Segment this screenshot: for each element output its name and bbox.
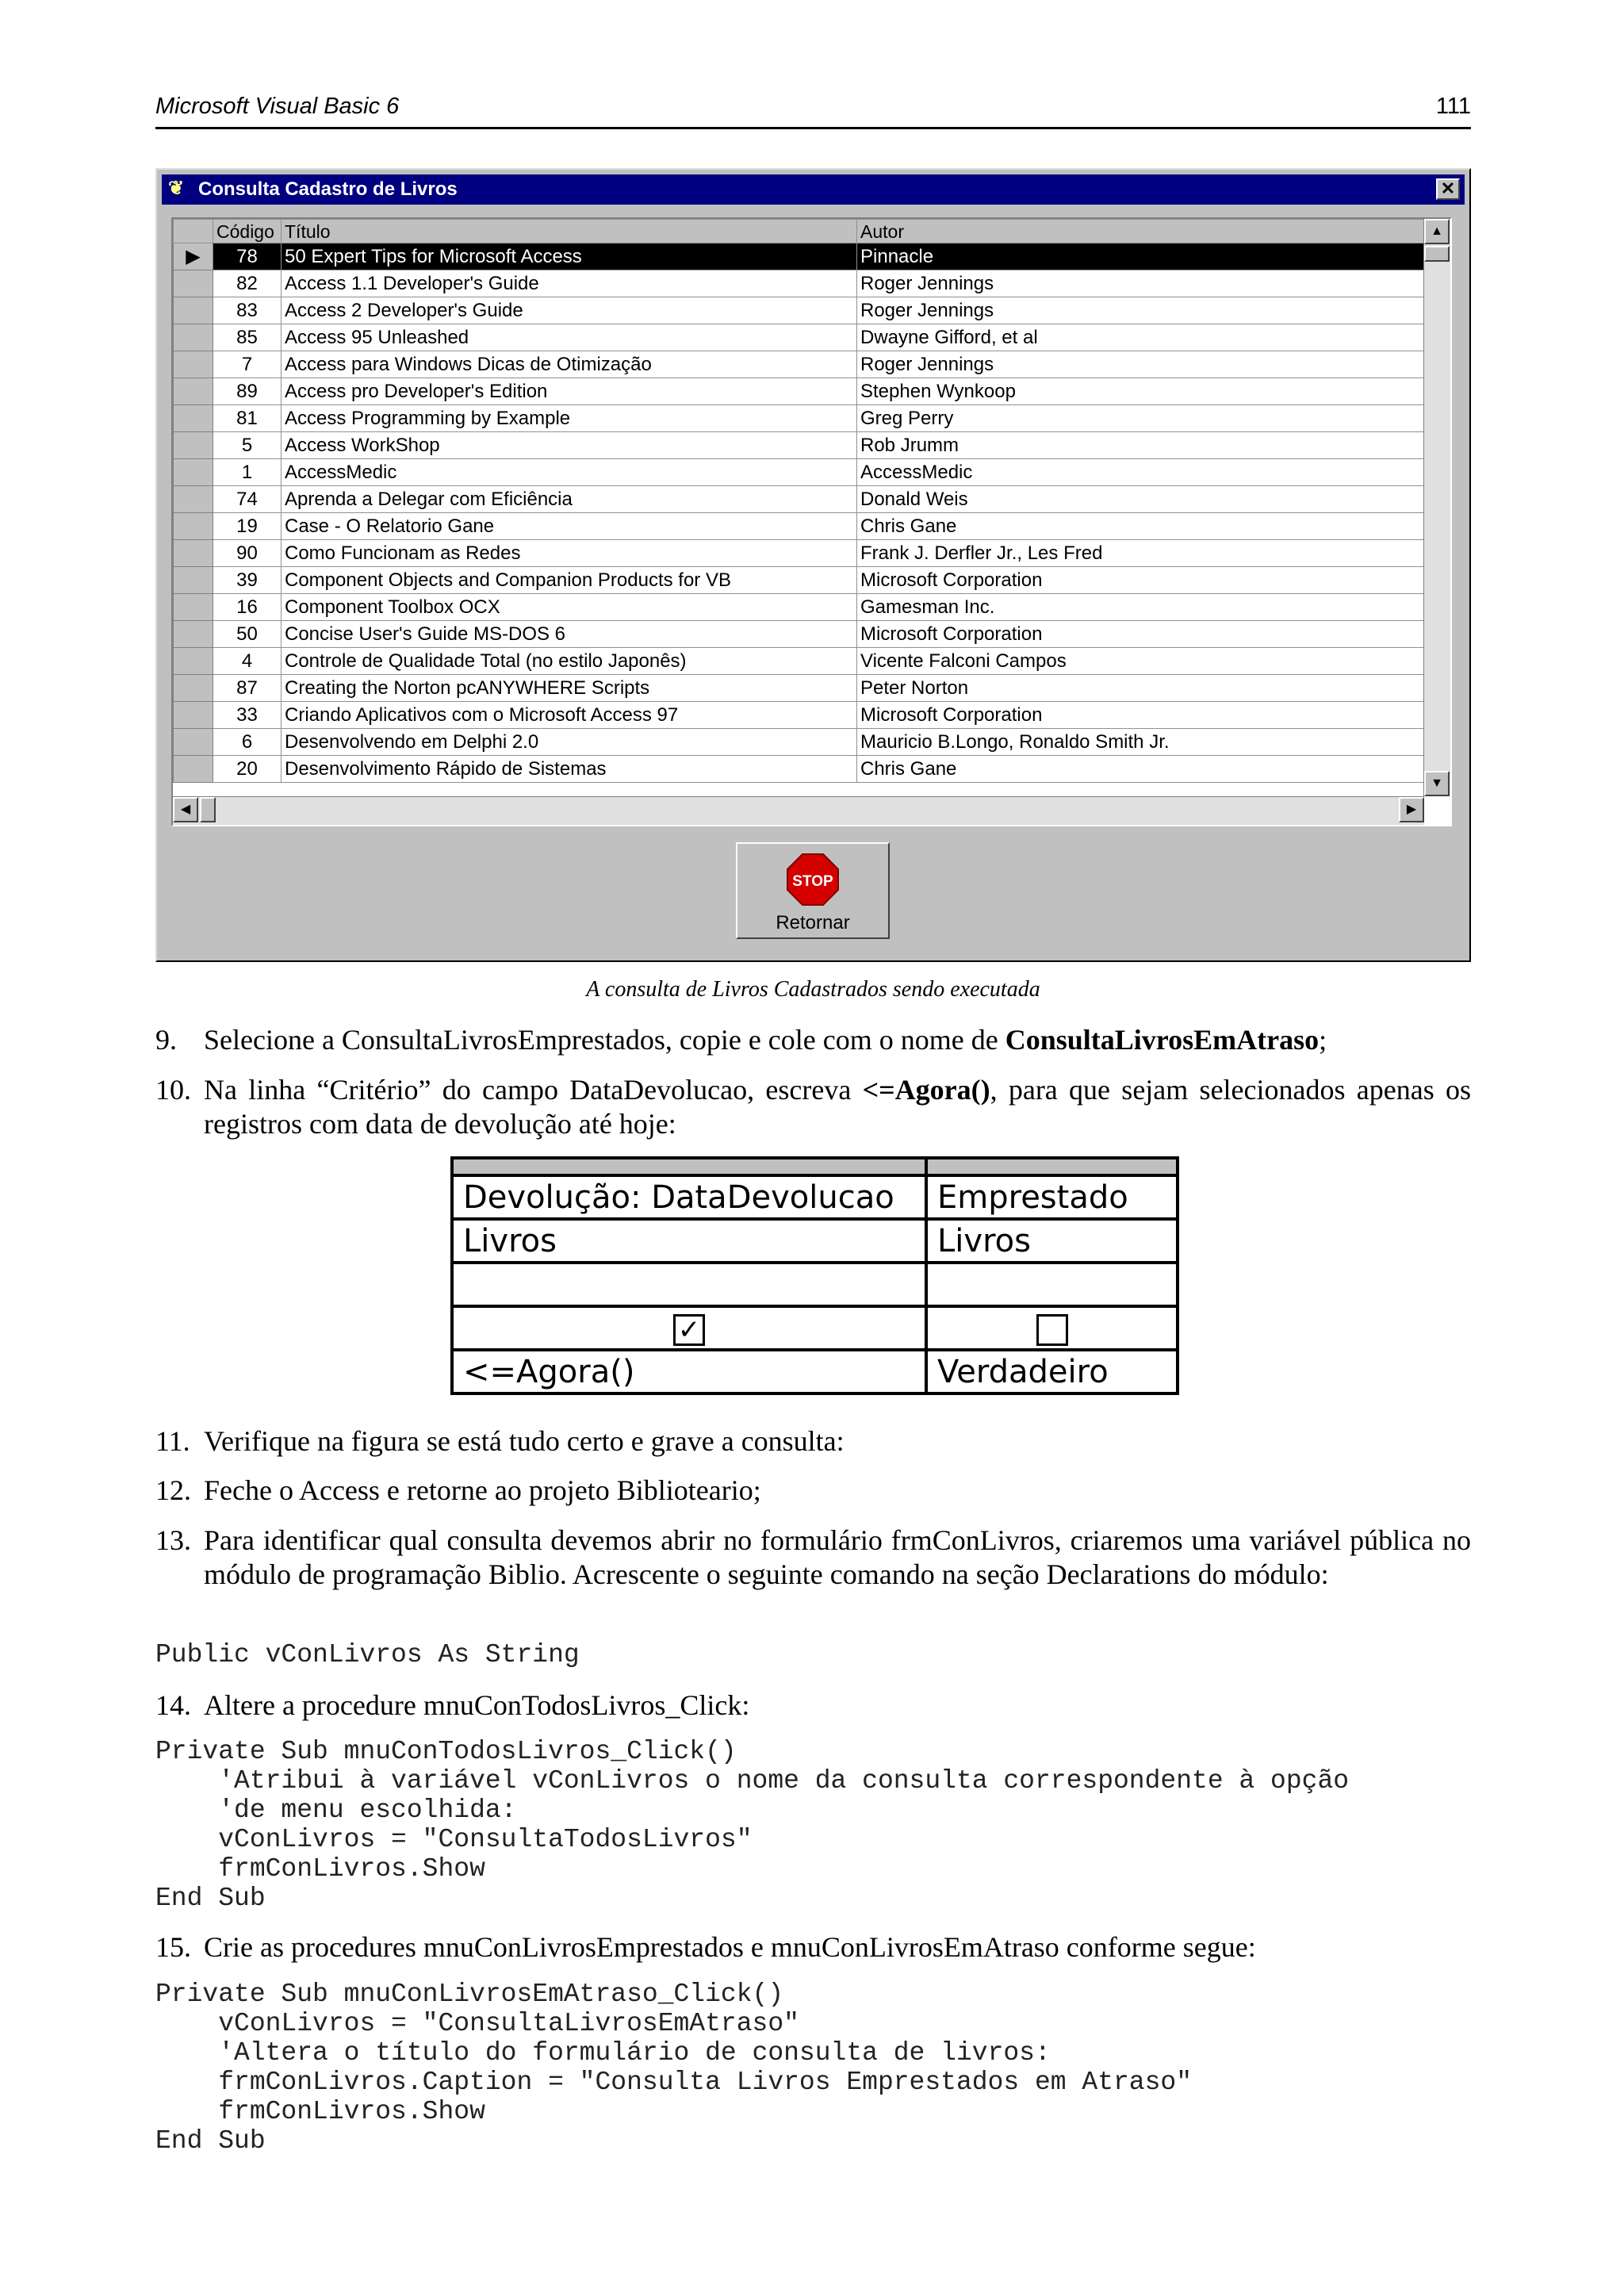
cell-autor[interactable]: Greg Perry [857,405,1425,432]
table-row[interactable] [174,378,1425,405]
header-rule [155,127,1471,129]
row-selector[interactable] [174,405,213,432]
cell-titulo[interactable]: Component Toolbox OCX [282,594,857,621]
row-selector[interactable] [174,297,213,324]
cell-codigo[interactable]: 89 [213,378,282,405]
sort-cell-1[interactable] [452,1263,926,1306]
cell-autor[interactable]: Microsoft Corporation [857,702,1425,729]
cell-autor[interactable]: AccessMedic [857,459,1425,486]
cell-codigo[interactable]: 6 [213,729,282,756]
cell-codigo[interactable]: 74 [213,486,282,513]
cell-autor[interactable]: Donald Weis [857,486,1425,513]
cell-codigo[interactable]: 78 [213,243,282,270]
row-selector[interactable] [174,378,213,405]
cell-titulo[interactable]: Case - O Relatorio Gane [282,513,857,540]
cell-autor[interactable]: Mauricio B.Longo, Ronaldo Smith Jr. [857,729,1425,756]
criteria-cell-1[interactable]: <=Agora() [452,1350,926,1393]
row-selector[interactable] [174,756,213,783]
current-row-pointer-icon[interactable]: ▶ [174,243,213,270]
table-row[interactable] [174,486,1425,513]
show-checkbox-unchecked[interactable] [1036,1314,1068,1346]
cell-autor[interactable]: Microsoft Corporation [857,567,1425,594]
cell-autor[interactable]: Microsoft Corporation [857,621,1425,648]
step-14: 14. Altere a procedure mnuConTodosLivros_Click: [155,1689,750,1721]
table-row[interactable] [174,459,1425,486]
stop-sign-icon [787,853,839,906]
row-selector[interactable] [174,594,213,621]
cell-titulo[interactable]: Access para Windows Dicas de Otimização [282,351,857,378]
table-cell-livros-1[interactable]: Livros [452,1219,926,1263]
cell-autor[interactable]: Pinnacle [857,243,1425,270]
grid-header-row [174,220,1425,243]
cell-titulo[interactable]: Access 1.1 Developer's Guide [282,270,857,297]
step-15: 15. Crie as procedures mnuConLivrosEmprestados e mnuConLivrosEmAtraso conforme segue: [155,1931,1256,1963]
row-selector[interactable] [174,567,213,594]
cell-codigo[interactable]: 90 [213,540,282,567]
cell-titulo[interactable]: Criando Aplicativos com o Microsoft Access 97 [282,702,857,729]
cell-codigo[interactable]: 33 [213,702,282,729]
scroll-up-icon[interactable]: ▲ [1424,219,1450,244]
cell-titulo[interactable]: 50 Expert Tips for Microsoft Access [282,243,857,270]
cell-autor[interactable]: Stephen Wynkoop [857,378,1425,405]
cell-codigo[interactable]: 7 [213,351,282,378]
cell-titulo[interactable]: Desenvolvendo em Delphi 2.0 [282,729,857,756]
cell-codigo[interactable]: 87 [213,675,282,702]
running-header-title: Microsoft Visual Basic 6 [155,94,400,119]
column-header-autor[interactable]: Autor [857,220,1425,243]
vertical-scrollbar[interactable] [1423,219,1450,796]
sort-cell-2[interactable] [926,1263,1178,1306]
retornar-label: Retornar [776,912,850,933]
row-selector[interactable] [174,324,213,351]
code-block-14: Private Sub mnuConTodosLivros_Click() 'Atribui à variável vConLivros o nome da consulta correspondente à opção 'de menu escolhida: vConLivros = "ConsultaTodosLivros" frmConLivros.Show End Sub [155,1737,1350,1913]
cell-titulo[interactable]: Como Funcionam as Redes [282,540,857,567]
row-selector[interactable] [174,513,213,540]
column-header-titulo[interactable]: Título [282,220,857,243]
table-row[interactable] [174,270,1425,297]
table-row[interactable] [174,540,1425,567]
table-row[interactable] [174,594,1425,621]
row-selector[interactable] [174,621,213,648]
table-cell-livros-2[interactable]: Livros [926,1219,1178,1263]
table-row[interactable] [174,729,1425,756]
cell-codigo[interactable]: 1 [213,459,282,486]
cell-codigo[interactable]: 50 [213,621,282,648]
cell-autor[interactable]: Chris Gane [857,756,1425,783]
step-10: 10. Na linha “Critério” do campo DataDevolucao, escreva <=Agora(), para que sejam selecionados apenas os registros com data de devolução até hoje: [155,1074,1471,1140]
cell-autor[interactable]: Vicente Falconi Campos [857,648,1425,675]
cell-titulo[interactable]: AccessMedic [282,459,857,486]
scroll-right-icon[interactable]: ▶ [1399,797,1424,822]
code-block-15: Private Sub mnuConLivrosEmAtraso_Click() vConLivros = "ConsultaLivrosEmAtraso" 'Altera o título do formulário de consulta de livros: frmConLivros.Caption = "Consulta Livros Emprestados em Atraso" frmConLivros.Show End Sub [155,1980,1193,2156]
row-selector[interactable] [174,459,213,486]
table-row[interactable] [174,243,1425,270]
row-selector[interactable] [174,540,213,567]
scroll-left-icon[interactable]: ◀ [173,797,198,822]
cell-codigo[interactable]: 5 [213,432,282,459]
cell-titulo[interactable]: Access 95 Unleashed [282,324,857,351]
figure-caption: A consulta de Livros Cadastrados sendo executada [586,977,1040,1002]
cell-autor[interactable]: Roger Jennings [857,351,1425,378]
row-selector-header [174,220,213,243]
query-design-grid [450,1156,1176,1409]
cell-titulo[interactable]: Aprenda a Delegar com Eficiência [282,486,857,513]
cell-titulo[interactable]: Access pro Developer's Edition [282,378,857,405]
cell-autor[interactable]: Roger Jennings [857,297,1425,324]
step-12: 12. Feche o Access e retorne ao projeto Biblioteario; [155,1474,761,1506]
cell-autor[interactable]: Roger Jennings [857,270,1425,297]
table-row[interactable] [174,297,1425,324]
cell-autor[interactable]: Rob Jrumm [857,432,1425,459]
show-checkbox-checked[interactable]: ✓ [673,1314,705,1346]
cell-titulo[interactable]: Controle de Qualidade Total (no estilo Japonês) [282,648,857,675]
cell-autor[interactable]: Chris Gane [857,513,1425,540]
row-selector[interactable] [174,486,213,513]
scroll-down-icon[interactable]: ▼ [1424,771,1450,796]
table-row[interactable] [174,567,1425,594]
table-row[interactable] [174,675,1425,702]
cell-titulo[interactable]: Access WorkShop [282,432,857,459]
page-number: 111 [1435,94,1471,119]
row-selector[interactable] [174,729,213,756]
cell-codigo[interactable]: 39 [213,567,282,594]
cell-titulo[interactable]: Desenvolvimento Rápido de Sistemas [282,756,857,783]
step-13: 13. Para identificar qual consulta devemos abrir no formulário frmConLivros, criaremos uma variável pública no módulo de programação Biblio. Acrescente o seguinte comando na seção Declarations do módulo: [155,1524,1471,1590]
cell-autor[interactable]: Gamesman Inc. [857,594,1425,621]
book-form-icon: ❦ [168,178,185,199]
field-cell-devolucao[interactable]: Devolução: DataDevolucao [452,1175,926,1219]
cell-codigo[interactable]: 16 [213,594,282,621]
criteria-cell-2[interactable]: Verdadeiro [926,1350,1178,1393]
cell-autor[interactable]: Frank J. Derfler Jr., Les Fred [857,540,1425,567]
row-selector[interactable] [174,432,213,459]
table-row[interactable] [174,702,1425,729]
code-declaration: Public vConLivros As String [155,1640,580,1669]
cell-codigo[interactable]: 4 [213,648,282,675]
table-row[interactable] [174,351,1425,378]
step-9: 9. Selecione a ConsultaLivrosEmprestados, copie e cole com o nome de ConsultaLivrosEmAtraso; [155,1024,1327,1056]
table-row[interactable] [174,648,1425,675]
cell-titulo[interactable]: Creating the Norton pcANYWHERE Scripts [282,675,857,702]
books-data-grid[interactable] [171,217,1452,826]
cell-codigo[interactable]: 85 [213,324,282,351]
window-titlebar[interactable] [162,174,1465,205]
cell-titulo[interactable]: Concise User's Guide MS-DOS 6 [282,621,857,648]
row-selector[interactable] [174,351,213,378]
svg-text:STOP: STOP [792,873,833,890]
cell-titulo[interactable]: Access Programming by Example [282,405,857,432]
row-selector[interactable] [174,648,213,675]
row-selector[interactable] [174,270,213,297]
field-cell-emprestado[interactable]: Emprestado [926,1175,1178,1219]
cell-codigo[interactable]: 20 [213,756,282,783]
column-header-codigo[interactable]: Código [213,220,282,243]
books-table [173,219,1425,783]
retornar-button[interactable] [736,842,890,939]
cell-titulo[interactable]: Access 2 Developer's Guide [282,297,857,324]
cell-codigo[interactable]: 83 [213,297,282,324]
row-selector[interactable] [174,675,213,702]
cell-autor[interactable]: Dwayne Gifford, et al [857,324,1425,351]
table-row[interactable] [174,621,1425,648]
vertical-scroll-thumb[interactable] [1424,246,1450,262]
cell-titulo[interactable]: Component Objects and Companion Products for VB [282,567,857,594]
close-icon: ✕ [1440,178,1456,198]
window-title: Consulta Cadastro de Livros [198,178,458,200]
table-row[interactable] [174,513,1425,540]
table-row[interactable] [174,756,1425,783]
cell-codigo[interactable]: 19 [213,513,282,540]
horizontal-scroll-thumb[interactable] [200,797,216,822]
cell-codigo[interactable]: 82 [213,270,282,297]
table-row[interactable] [174,324,1425,351]
row-selector[interactable] [174,702,213,729]
cell-codigo[interactable]: 81 [213,405,282,432]
horizontal-scrollbar[interactable] [173,796,1424,825]
table-row[interactable] [174,405,1425,432]
cell-autor[interactable]: Peter Norton [857,675,1425,702]
consulta-livros-window [155,168,1471,962]
table-row[interactable] [174,432,1425,459]
close-button[interactable] [1436,178,1460,200]
step-11: 11. Verifique na figura se está tudo certo e grave a consulta: [155,1425,845,1457]
